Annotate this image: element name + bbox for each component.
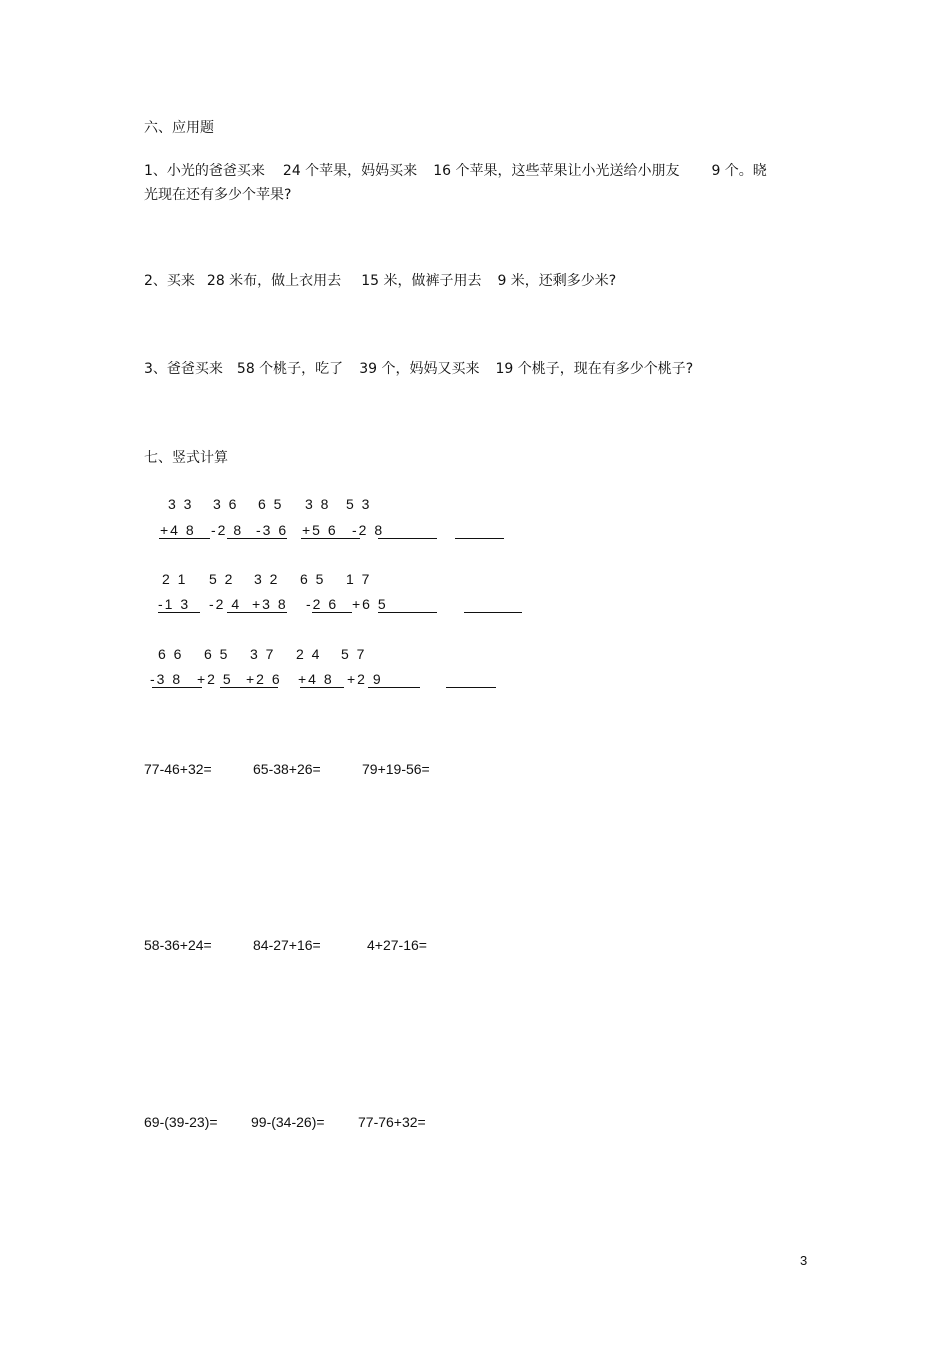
answer-line [152, 687, 202, 688]
answer-line [464, 612, 522, 613]
answer-line [378, 612, 437, 613]
question-3-part-b: 58 个桃子，吃了 [236, 361, 344, 377]
vertical-top: 2 1 [162, 571, 188, 587]
answer-line [227, 612, 287, 613]
question-3 [144, 362, 693, 376]
question-1 [144, 164, 767, 178]
vertical-bottom: +4 8 [160, 522, 196, 538]
page-number: 3 [800, 1253, 808, 1268]
question-3-part-d: 19 个桃子，现在有多少个桃子? [495, 361, 694, 377]
vertical-bottom: -2 6 [306, 596, 339, 612]
answer-line [378, 538, 437, 539]
answer-line [312, 612, 352, 613]
vertical-top: 3 7 [250, 646, 276, 662]
question-1-line-2: 光现在还有多少个苹果? [144, 187, 292, 203]
vertical-bottom: +5 6 [302, 522, 338, 538]
vertical-bottom: +4 8 [298, 671, 334, 687]
equation: 77-46+32= [144, 761, 212, 777]
section-6-title: 六、应用题 [144, 120, 214, 136]
question-2 [144, 274, 616, 288]
vertical-bottom: -3 8 [150, 671, 183, 687]
question-2-part-a: 2、买来 [144, 273, 195, 289]
vertical-top: 5 3 [346, 496, 372, 512]
vertical-bottom: +6 5 [352, 596, 388, 612]
vertical-bottom: +3 8 [252, 596, 288, 612]
vertical-top: 1 7 [346, 571, 372, 587]
answer-line [300, 687, 344, 688]
question-2-part-b: 28 米布，做上衣用去 [206, 273, 342, 289]
vertical-top: 3 6 [213, 496, 239, 512]
question-1-part-d: 9 个。晓 [711, 163, 767, 179]
answer-line [455, 538, 504, 539]
answer-line [158, 612, 200, 613]
vertical-bottom: -2 4 [209, 596, 242, 612]
vertical-bottom: +2 5 [197, 671, 233, 687]
vertical-top: 3 2 [254, 571, 280, 587]
equation: 4+27-16= [367, 937, 427, 953]
vertical-top: 6 6 [158, 646, 184, 662]
equation: 84-27+16= [253, 937, 321, 953]
equation: 58-36+24= [144, 937, 212, 953]
question-2-part-c: 15 米，做裤子用去 [361, 273, 482, 289]
equation: 77-76+32= [358, 1114, 426, 1130]
section-7-title: 七、竖式计算 [144, 450, 228, 466]
question-1-part-c: 16 个苹果，这些苹果让小光送给小朋友 [433, 163, 680, 179]
answer-line [301, 538, 360, 539]
vertical-top: 3 3 [168, 496, 194, 512]
answer-line [159, 538, 210, 539]
vertical-top: 3 8 [305, 496, 331, 512]
vertical-top: 6 5 [204, 646, 230, 662]
equation: 99-(34-26)= [251, 1114, 325, 1130]
vertical-bottom: -2 8 [211, 522, 244, 538]
answer-line [368, 687, 420, 688]
equation: 65-38+26= [253, 761, 321, 777]
vertical-top: 2 4 [296, 646, 322, 662]
vertical-top: 5 7 [341, 646, 367, 662]
question-3-part-a: 3、爸爸买来 [144, 361, 223, 377]
vertical-bottom: -1 3 [158, 596, 191, 612]
question-3-part-c: 39 个，妈妈又买来 [359, 361, 480, 377]
equation: 79+19-56= [362, 761, 430, 777]
vertical-bottom: +2 6 [246, 671, 282, 687]
vertical-bottom: -3 6 [256, 522, 289, 538]
vertical-bottom: -2 8 [352, 522, 385, 538]
answer-line [227, 538, 287, 539]
vertical-bottom: +2 9 [347, 671, 383, 687]
equation: 69-(39-23)= [144, 1114, 218, 1130]
question-2-part-d: 9 米，还剩多少米? [497, 273, 617, 289]
question-1-part-a: 1、小光的爸爸买来 [144, 163, 265, 179]
vertical-top: 6 5 [300, 571, 326, 587]
answer-line [446, 687, 496, 688]
answer-line [220, 687, 278, 688]
vertical-top: 6 5 [258, 496, 284, 512]
vertical-top: 5 2 [209, 571, 235, 587]
question-1-part-b: 24 个苹果，妈妈买来 [282, 163, 418, 179]
